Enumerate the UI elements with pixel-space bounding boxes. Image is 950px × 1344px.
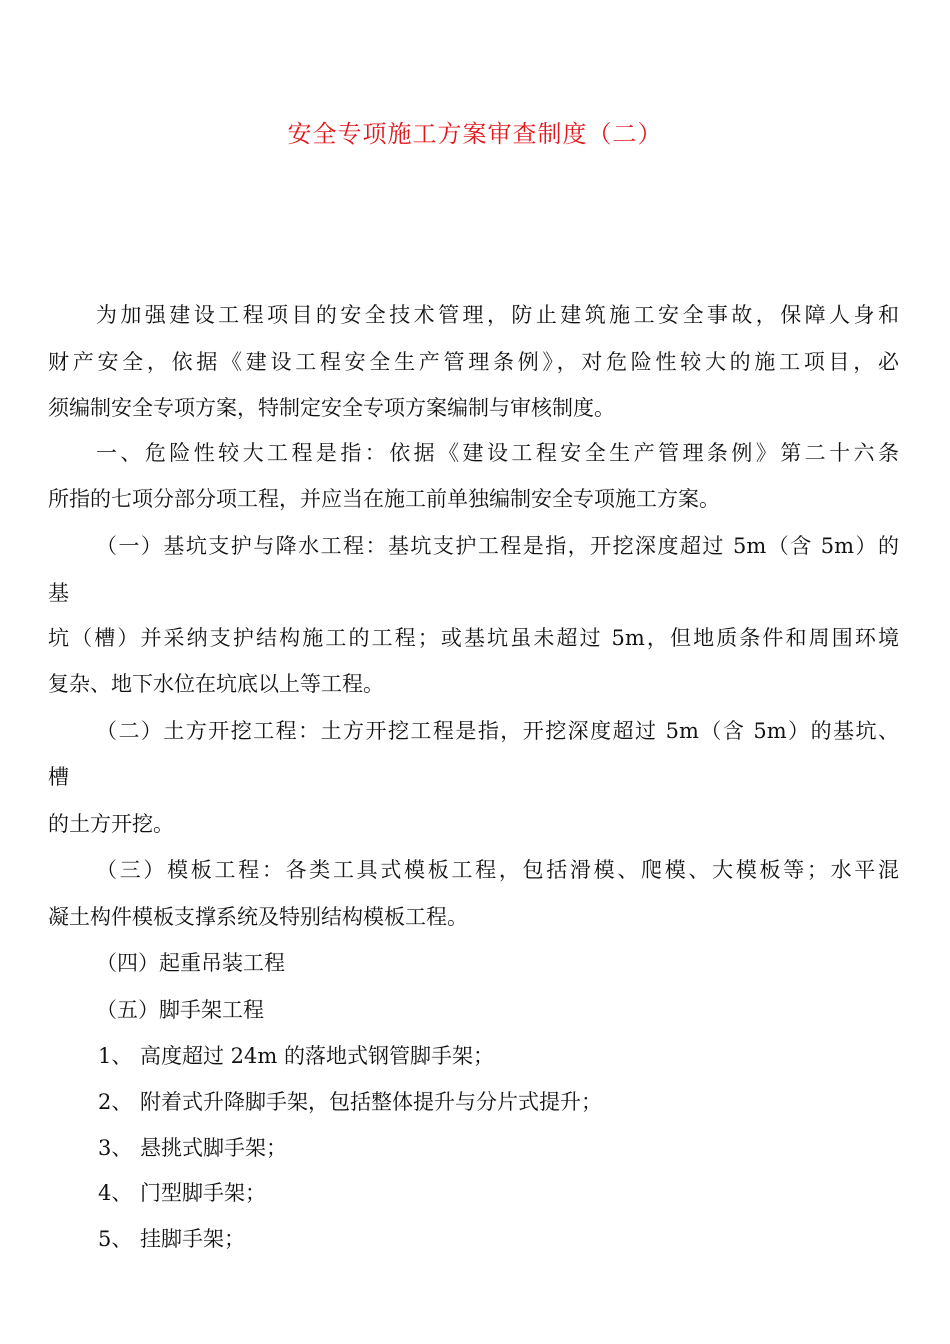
- list-item-text: 悬挑式脚手架；: [140, 1136, 287, 1160]
- list-item-number: 2、: [98, 1090, 133, 1114]
- list-item-text: 高度超过 24m 的落地式钢管脚手架；: [140, 1044, 494, 1068]
- list-item-number: 5、: [98, 1227, 133, 1251]
- paragraph-line: 坑（槽）并采纳支护结构施工的工程；或基坑虽未超过 5m，但地质条件和周围环境: [48, 626, 899, 650]
- list-item: [98, 1041, 494, 1071]
- page-title: 安全专项施工方案审查制度（二）: [287, 120, 663, 148]
- list-item-number: 3、: [98, 1136, 133, 1160]
- paragraph-line: 复杂、地下水位在坑底以上等工程。: [48, 672, 384, 696]
- list-item-number: 4、: [98, 1181, 133, 1205]
- list-item: [98, 1133, 287, 1163]
- paragraph-line: 为加强建设工程项目的安全技术管理，防止建筑施工安全事故，保障人身和: [96, 303, 899, 327]
- paragraph-line: 槽: [48, 765, 69, 789]
- list-item-text: 附着式升降脚手架，包括整体提升与分片式提升；: [140, 1090, 602, 1114]
- list-item-text: 门型脚手架；: [140, 1181, 266, 1205]
- paragraph-line: 须编制安全专项方案，特制定安全专项方案编制与审核制度。: [48, 396, 615, 420]
- list-item-number: 1、: [98, 1044, 133, 1068]
- paragraph-line: （一）基坑支护与降水工程：基坑支护工程是指，开挖深度超过 5m（含 5m）的: [96, 534, 899, 558]
- list-item: [98, 1178, 266, 1208]
- paragraph-line: （二）土方开挖工程：土方开挖工程是指，开挖深度超过 5m（含 5m）的基坑、: [96, 719, 899, 743]
- section-heading: （四）起重吊装工程: [96, 951, 285, 975]
- paragraph-line: 基: [48, 581, 69, 605]
- paragraph-line: 所指的七项分部分项工程，并应当在施工前单独编制安全专项施工方案。: [48, 487, 720, 511]
- list-item: [98, 1087, 602, 1117]
- list-item-text: 挂脚手架；: [140, 1227, 245, 1251]
- section-heading: （五）脚手架工程: [96, 998, 264, 1022]
- list-item: [98, 1224, 245, 1254]
- paragraph-line: 凝土构件模板支撑系统及特别结构模板工程。: [48, 905, 468, 929]
- paragraph-line: 的土方开挖。: [48, 812, 174, 836]
- paragraph-line: （三）模板工程：各类工具式模板工程，包括滑模、爬模、大模板等；水平混: [96, 858, 899, 882]
- paragraph-line: 财产安全，依据《建设工程安全生产管理条例》，对危险性较大的施工项目，必: [48, 350, 899, 374]
- paragraph-line: 一、危险性较大工程是指：依据《建设工程安全生产管理条例》第二十六条: [96, 441, 899, 465]
